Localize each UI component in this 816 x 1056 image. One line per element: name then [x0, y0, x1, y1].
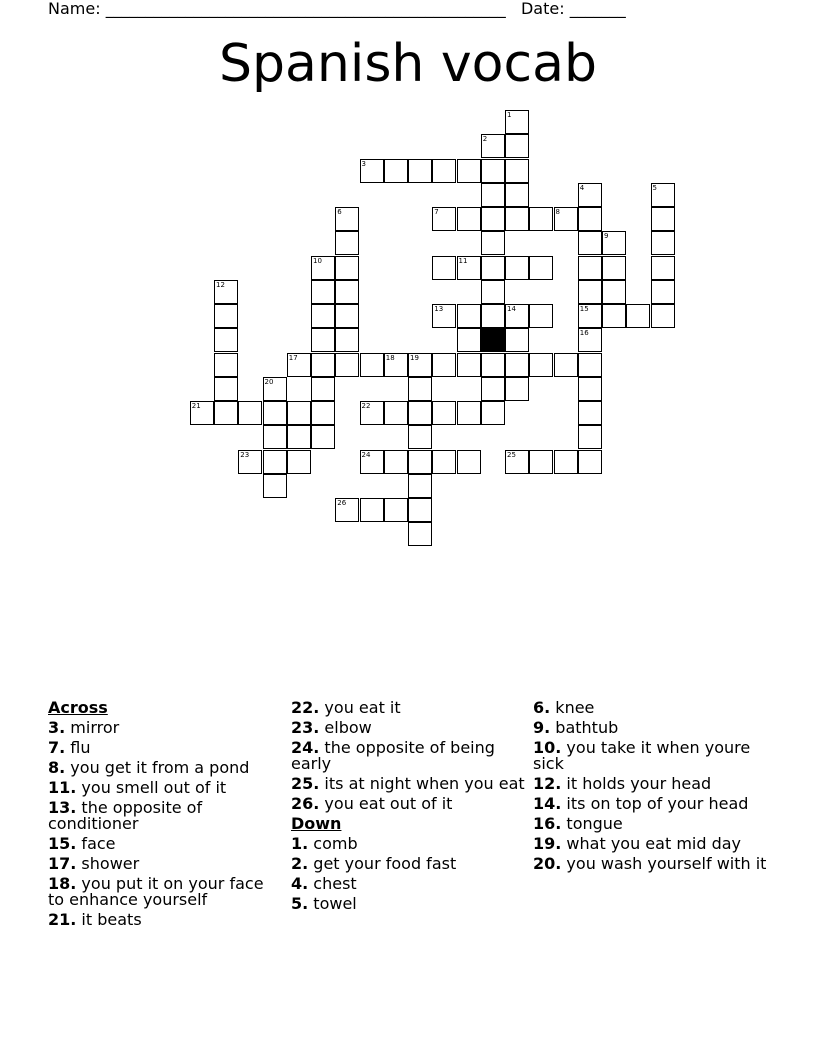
clue-item — [48, 836, 284, 852]
grid-cell[interactable] — [481, 280, 505, 304]
clue-item-number: 18. — [48, 874, 77, 893]
grid-cell[interactable] — [457, 450, 481, 474]
clue-item — [48, 912, 284, 928]
grid-cell[interactable] — [505, 328, 529, 352]
clue-item — [291, 700, 527, 716]
grid-cell[interactable] — [408, 474, 432, 498]
grid-cell[interactable] — [578, 450, 602, 474]
clue-number: 25 — [507, 450, 516, 459]
clue-number: 18 — [385, 353, 395, 362]
clue-number: 16 — [579, 329, 589, 338]
clue-item — [533, 740, 769, 772]
clue-item-text: the opposite of conditioner — [48, 798, 203, 833]
clue-item-text: knee — [550, 698, 595, 717]
grid-cell[interactable] — [335, 231, 359, 255]
clue-item-text: you get it from a pond — [65, 758, 250, 777]
clue-item-text: you smell out of it — [76, 778, 227, 797]
grid-cell[interactable] — [335, 256, 359, 280]
clue-item — [48, 876, 284, 908]
clue-number: 15 — [579, 305, 589, 313]
grid-cell[interactable] — [457, 159, 481, 183]
grid-cell[interactable] — [432, 401, 456, 425]
grid-cell[interactable] — [432, 450, 456, 474]
clue-item — [48, 740, 284, 756]
grid-cell[interactable] — [505, 159, 529, 183]
grid-cell[interactable] — [360, 498, 384, 522]
grid-cell[interactable] — [578, 377, 602, 401]
grid-cell[interactable] — [651, 256, 675, 280]
clue-item — [291, 796, 527, 812]
grid-cell[interactable] — [457, 304, 481, 328]
clue-number: 13 — [434, 305, 444, 313]
grid-cell[interactable] — [481, 207, 505, 231]
clue-item-text: its at night when you eat — [319, 774, 525, 793]
clue-number: 19 — [410, 353, 419, 362]
clue-item-text: bathtub — [550, 718, 619, 737]
grid-cell[interactable] — [481, 159, 505, 183]
clue-item-number: 3. — [48, 718, 66, 737]
grid-cell[interactable] — [578, 231, 602, 255]
clue-number: 17 — [288, 353, 298, 362]
grid-cell[interactable] — [408, 159, 432, 183]
clue-item-text: flu — [65, 738, 91, 757]
grid-cell[interactable] — [311, 401, 335, 425]
clue-item — [291, 836, 527, 852]
clue-item-number: 1. — [291, 834, 309, 853]
page-title: Spanish vocab — [219, 34, 597, 94]
date-line[interactable]: _______ — [569, 0, 626, 18]
grid-cell[interactable] — [481, 377, 505, 401]
clue-number: 7 — [434, 208, 439, 216]
clue-item-number: 16. — [533, 814, 562, 833]
clue-number: 1 — [507, 111, 512, 119]
clue-item — [533, 816, 769, 832]
grid-cell[interactable] — [335, 280, 359, 304]
grid-cell[interactable] — [529, 353, 553, 377]
clue-item-number: 15. — [48, 834, 77, 853]
grid-cell[interactable] — [481, 304, 505, 328]
clue-item-text: the opposite of being early — [291, 738, 495, 773]
clue-item-text: shower — [76, 854, 140, 873]
grid-cell[interactable] — [408, 522, 432, 546]
clue-item-text: what you eat mid day — [561, 834, 742, 853]
grid-cell[interactable] — [578, 280, 602, 304]
clue-item-number: 14. — [533, 794, 562, 813]
clue-item — [533, 720, 769, 736]
clue-item — [533, 836, 769, 852]
grid-cell[interactable] — [335, 304, 359, 328]
grid-cell[interactable] — [384, 450, 408, 474]
clue-item-number: 21. — [48, 910, 77, 929]
grid-cell[interactable] — [432, 159, 456, 183]
clue-item — [291, 740, 527, 772]
grid-cell[interactable] — [214, 304, 238, 328]
grid-cell[interactable] — [651, 280, 675, 304]
grid-cell[interactable] — [578, 353, 602, 377]
clue-item-number: 22. — [291, 698, 320, 717]
clue-item-number: 17. — [48, 854, 77, 873]
clue-number: 4 — [579, 183, 585, 192]
date-label: Date: — [520, 0, 565, 18]
grid-cell[interactable] — [578, 401, 602, 425]
grid-cell[interactable] — [457, 328, 481, 352]
clue-number: 3 — [361, 159, 366, 168]
clue-section-heading: Down — [291, 814, 342, 833]
clue-number: 12 — [216, 280, 225, 289]
clue-item-text: comb — [308, 834, 358, 853]
clue-number: 26 — [337, 499, 347, 507]
grid-cell[interactable] — [384, 159, 408, 183]
grid-cell[interactable] — [505, 256, 529, 280]
name-line[interactable]: __________________________________________________ — [105, 0, 506, 18]
grid-cell[interactable] — [602, 256, 626, 280]
grid-cell[interactable] — [408, 377, 432, 401]
clue-item-text: you eat out of it — [319, 794, 453, 813]
clue-number: 2 — [482, 135, 488, 144]
grid-cell[interactable] — [311, 280, 335, 304]
clue-section-heading: Across — [48, 698, 108, 717]
clue-item — [48, 760, 284, 776]
grid-cell[interactable] — [263, 401, 287, 425]
grid-cell[interactable] — [408, 498, 432, 522]
clue-item-text: you take it when youre sick — [533, 738, 751, 773]
clue-item-number: 26. — [291, 794, 320, 813]
clue-item-number: 11. — [48, 778, 77, 797]
grid-cell[interactable] — [214, 377, 238, 401]
grid-cell[interactable] — [311, 377, 335, 401]
grid-cell[interactable] — [505, 134, 529, 158]
grid-cell[interactable] — [505, 353, 529, 377]
clue-item — [48, 720, 284, 736]
grid-cell[interactable] — [651, 304, 675, 328]
clue-number: 24 — [361, 450, 371, 459]
clue-item-number: 5. — [291, 894, 309, 913]
clue-item — [533, 856, 769, 872]
grid-cell[interactable] — [457, 401, 481, 425]
clue-item-number: 9. — [533, 718, 551, 737]
grid-cell[interactable] — [408, 425, 432, 449]
clue-item-text: you eat it — [319, 698, 401, 717]
clue-item-number: 7. — [48, 738, 66, 757]
clue-item — [533, 776, 769, 792]
black-cell — [481, 328, 505, 352]
clue-number: 10 — [313, 256, 322, 265]
grid-cell[interactable] — [505, 183, 529, 207]
grid-cell[interactable] — [214, 353, 238, 377]
clue-item-text: elbow — [319, 718, 372, 737]
grid-cell[interactable] — [457, 207, 481, 231]
clue-item — [291, 876, 527, 892]
clue-item-text: towel — [308, 894, 357, 913]
grid-cell[interactable] — [360, 353, 384, 377]
grid-cell[interactable] — [311, 353, 335, 377]
grid-cell[interactable] — [457, 353, 481, 377]
clue-item-number: 4. — [291, 874, 309, 893]
grid-cell[interactable] — [287, 450, 311, 474]
clue-number: 5 — [652, 183, 657, 192]
grid-cell[interactable] — [432, 256, 456, 280]
clue-item-number: 8. — [48, 758, 66, 777]
name-label: Name: — [48, 0, 101, 18]
clue-item-text: it beats — [76, 910, 142, 929]
grid-cell[interactable] — [384, 498, 408, 522]
grid-cell[interactable] — [626, 304, 650, 328]
grid-cell[interactable] — [505, 377, 529, 401]
grid-cell[interactable] — [481, 183, 505, 207]
grid-cell[interactable] — [602, 304, 626, 328]
grid-cell[interactable] — [481, 353, 505, 377]
grid-cell[interactable] — [505, 207, 529, 231]
clue-item-number: 24. — [291, 738, 320, 757]
grid-cell[interactable] — [481, 256, 505, 280]
clue-item-text: you wash yourself with it — [561, 854, 767, 873]
clue-number: 22 — [361, 402, 371, 410]
grid-cell[interactable] — [651, 231, 675, 255]
clue-item-number: 25. — [291, 774, 320, 793]
clue-item-text: it holds your head — [561, 774, 712, 793]
grid-cell[interactable] — [481, 231, 505, 255]
clue-item-number: 13. — [48, 798, 77, 817]
clue-item — [533, 700, 769, 716]
clue-item — [291, 896, 527, 912]
clue-item-number: 10. — [533, 738, 562, 757]
clue-item-text: you put it on your face to enhance yourself — [48, 874, 264, 909]
grid-cell[interactable] — [287, 425, 311, 449]
grid-cell[interactable] — [554, 353, 578, 377]
grid-cell[interactable] — [529, 450, 553, 474]
grid-cell[interactable] — [529, 207, 553, 231]
grid-cell[interactable] — [408, 450, 432, 474]
clue-item-text: mirror — [65, 718, 120, 737]
clue-number: 14 — [507, 305, 516, 313]
clue-item-number: 12. — [533, 774, 562, 793]
clue-number: 11 — [458, 256, 468, 265]
clue-item-number: 2. — [291, 854, 309, 873]
clue-item-text: its on top of your head — [561, 794, 749, 813]
grid-cell[interactable] — [554, 450, 578, 474]
clue-item — [48, 780, 284, 796]
clue-column-2 — [291, 700, 527, 916]
grid-cell[interactable] — [335, 328, 359, 352]
grid-cell[interactable] — [263, 425, 287, 449]
clue-number: 20 — [264, 377, 274, 386]
clue-item-text: face — [76, 834, 116, 853]
grid-cell[interactable] — [602, 280, 626, 304]
grid-cell[interactable] — [311, 328, 335, 352]
clue-item-text: get your food fast — [308, 854, 457, 873]
grid-cell[interactable] — [432, 353, 456, 377]
grid-cell[interactable] — [335, 353, 359, 377]
grid-cell[interactable] — [263, 474, 287, 498]
clue-number: 8 — [555, 208, 560, 216]
grid-cell[interactable] — [263, 450, 287, 474]
grid-cell[interactable] — [311, 304, 335, 328]
clue-item — [291, 720, 527, 736]
clue-item-number: 23. — [291, 718, 320, 737]
grid-cell[interactable] — [311, 425, 335, 449]
grid-cell[interactable] — [238, 401, 262, 425]
grid-cell[interactable] — [578, 207, 602, 231]
grid-cell[interactable] — [384, 401, 408, 425]
clue-number: 6 — [337, 208, 342, 216]
grid-cell[interactable] — [651, 207, 675, 231]
clue-item-number: 6. — [533, 698, 551, 717]
grid-cell[interactable] — [214, 401, 238, 425]
clue-item — [291, 856, 527, 872]
clue-item — [48, 856, 284, 872]
grid-cell[interactable] — [408, 401, 432, 425]
clue-item-number: 20. — [533, 854, 562, 873]
grid-cell[interactable] — [481, 401, 505, 425]
grid-cell[interactable] — [578, 256, 602, 280]
clue-number: 9 — [604, 232, 609, 241]
grid-cell[interactable] — [287, 401, 311, 425]
clue-item-text: chest — [308, 874, 357, 893]
clue-number: 23 — [240, 450, 250, 459]
clue-item — [533, 796, 769, 812]
clue-item-number: 19. — [533, 834, 562, 853]
clue-item — [48, 800, 284, 832]
clue-item-text: tongue — [561, 814, 623, 833]
clue-item — [291, 776, 527, 792]
grid-cell[interactable] — [214, 328, 238, 352]
clue-column-1 — [48, 700, 284, 932]
clue-column-3 — [533, 700, 769, 876]
clue-number: 21 — [191, 402, 201, 410]
grid-cell[interactable] — [578, 425, 602, 449]
grid-cell[interactable] — [529, 304, 553, 328]
grid-cell[interactable] — [529, 256, 553, 280]
